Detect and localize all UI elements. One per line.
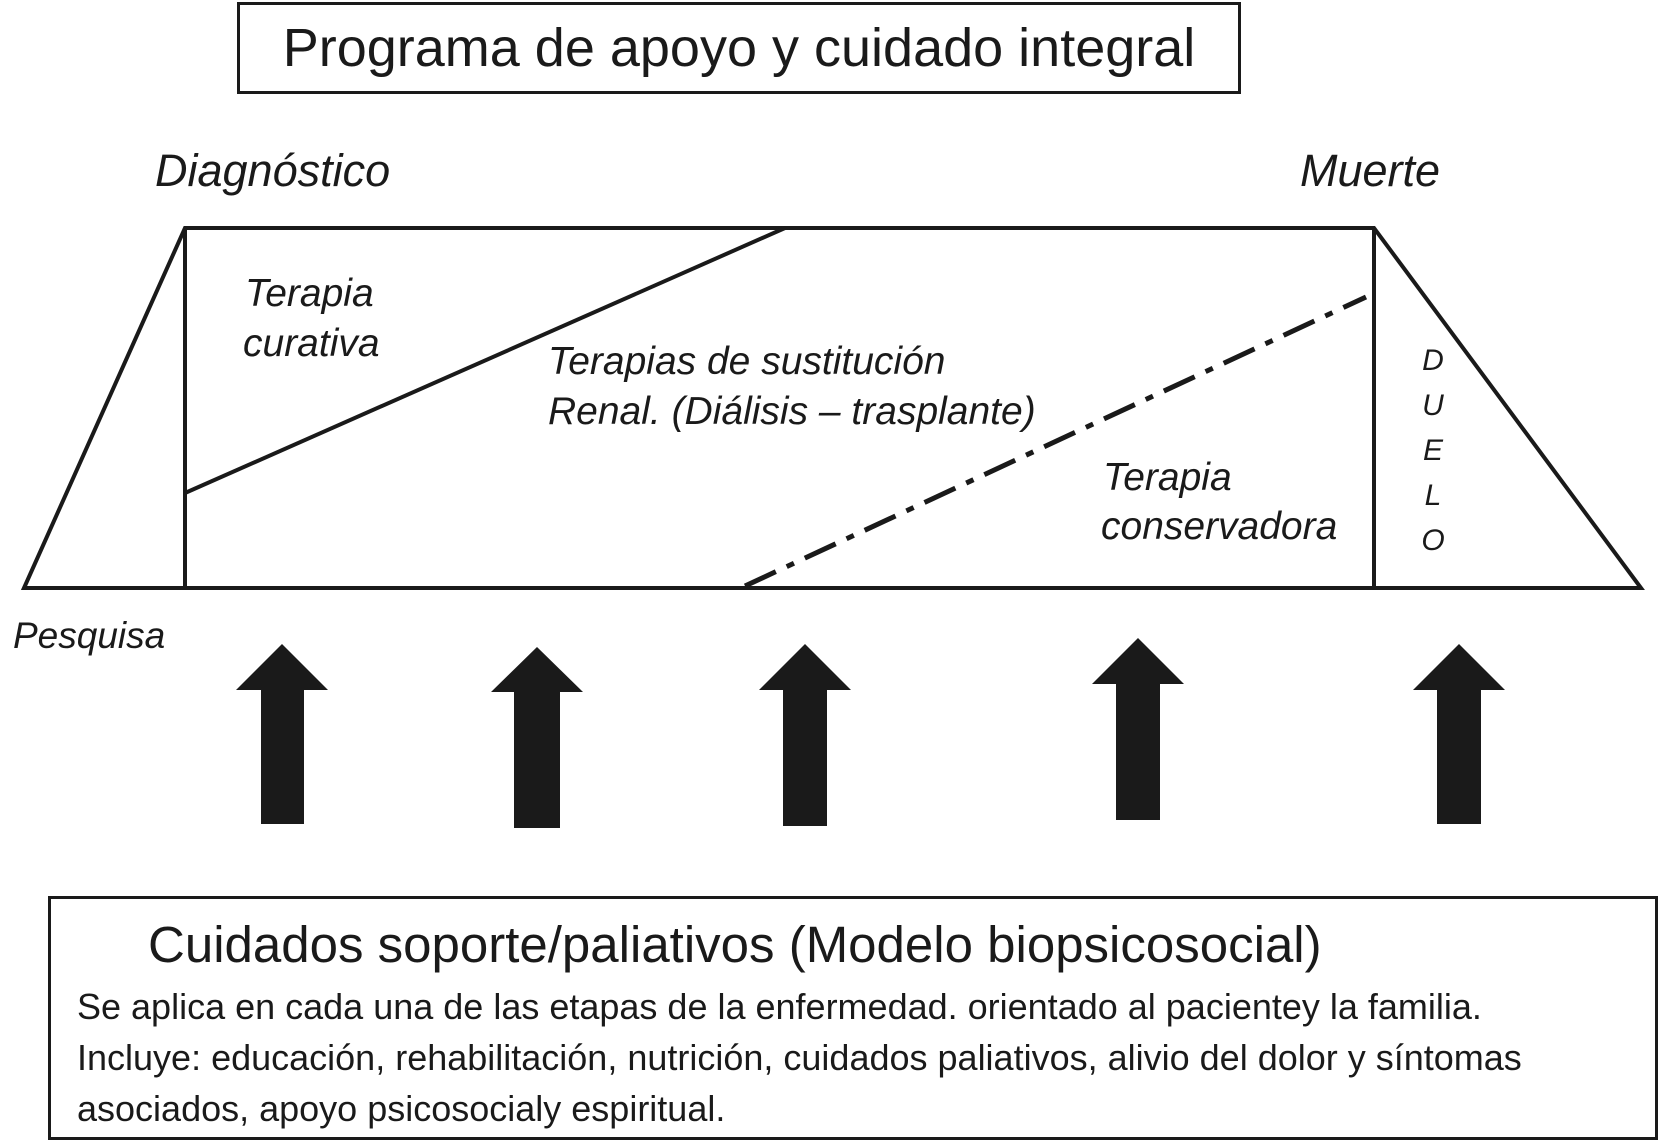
label-sustitucion-line2: Renal. (Diálisis – trasplante) [548, 390, 1036, 433]
duelo-letter: U [1422, 389, 1444, 422]
diagram-title: Programa de apoyo y cuidado integral [282, 18, 1196, 78]
duelo-letter: D [1422, 344, 1444, 377]
up-arrow-icon [759, 644, 851, 826]
label-terapia-curativa-line2: curativa [243, 322, 380, 365]
up-arrow-icon [491, 647, 583, 828]
duelo-letter: L [1424, 479, 1442, 512]
duelo-letter: E [1422, 434, 1443, 467]
up-arrow-icon [1092, 638, 1184, 820]
label-duelo [1408, 338, 1458, 563]
label-diagnostico: Diagnóstico [155, 145, 391, 196]
label-terapia-curativa-line1: Terapia [245, 272, 374, 315]
label-pesquisa: Pesquisa [13, 615, 166, 656]
support-care-box [48, 896, 1658, 1140]
duelo-letter: O [1421, 524, 1445, 557]
up-arrow-icon [1413, 644, 1505, 824]
up-arrow-icon [236, 644, 328, 824]
label-muerte: Muerte [1300, 145, 1441, 196]
label-conservadora-line2: conservadora [1101, 505, 1338, 548]
label-conservadora-line1: Terapia [1103, 456, 1232, 499]
support-care-heading: Cuidados soporte/paliativos (Modelo biopsicosocial) [148, 916, 1322, 973]
label-sustitucion-line1: Terapias de sustitución [548, 340, 946, 383]
support-care-description: Se aplica en cada una de las etapas de la enfermedad. orientado al pacientey la familia. Incluye: educación, rehabilitación, nutrición, cuidados paliativos, alivio del dolor y síntomas asociados, apoyo psicosocialy espiritual. [77, 986, 1522, 1129]
